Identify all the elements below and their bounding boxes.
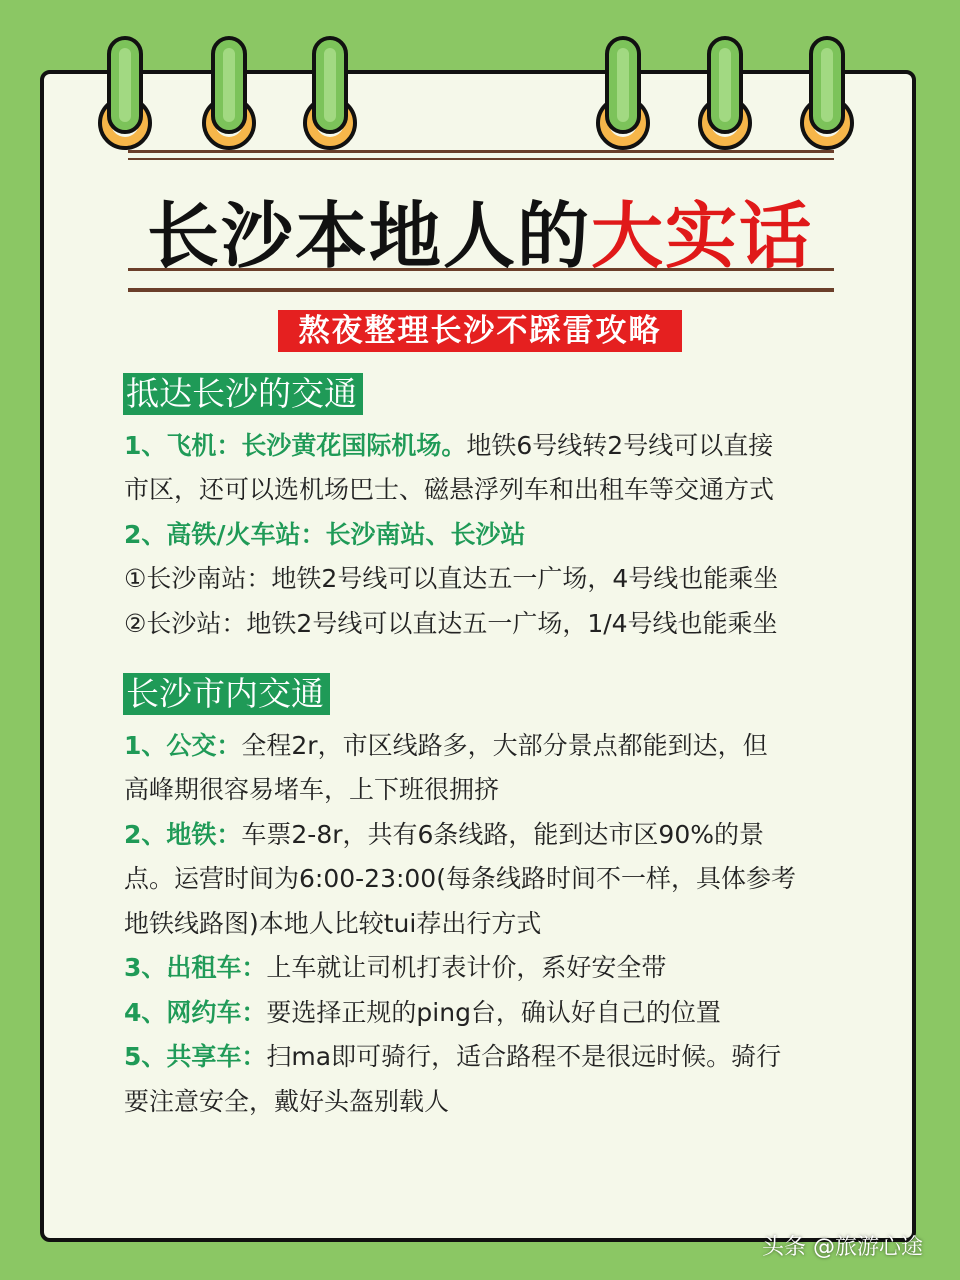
item-text-cont: 高峰期很容易堵车，上下班很拥挤	[124, 775, 500, 804]
item-label: 5、共享车：	[124, 1042, 267, 1071]
item-label: 1、公交：	[124, 731, 242, 760]
section-heading-city: 长沙市内交通	[123, 673, 330, 715]
item-text-cont: 点。运营时间为6:00-23:00(每条线路时间不一样，具体参考	[124, 864, 796, 893]
item-text: 上车就让司机打表计价，系好安全带	[266, 953, 667, 982]
binder-rings	[0, 0, 960, 160]
divider	[128, 288, 834, 292]
item-text: 车票2-8r，共有6条线路，能到达市区90%的景	[241, 820, 764, 849]
list-item	[124, 513, 526, 557]
list-item	[124, 1035, 781, 1079]
binder-ring	[211, 36, 247, 134]
item-text: 全程2r，市区线路多，大部分景点都能到达，但	[241, 731, 768, 760]
item-text-cont: 要注意安全，戴好头盔别载人	[124, 1087, 450, 1116]
item-text: 扫ma即可骑行，适合路程不是很远时候。骑行	[266, 1042, 782, 1071]
list-item	[124, 724, 768, 768]
list-item: ①长沙南站：地铁2号线可以直达五一广场，4号线也能乘坐	[124, 564, 779, 593]
divider	[128, 158, 834, 160]
subtitle-banner: 熬夜整理长沙不踩雷攻略	[278, 310, 682, 352]
binder-ring	[312, 36, 348, 134]
divider	[128, 150, 834, 153]
binder-ring	[605, 36, 641, 134]
binder-ring	[809, 36, 845, 134]
section-heading-arrival: 抵达长沙的交通	[123, 373, 363, 415]
title-highlight: 大实话	[591, 194, 814, 278]
item-text-cont: 地铁线路图)本地人比较tui荐出行方式	[124, 909, 542, 938]
item-text-cont: 市区，还可以选机场巴士、磁悬浮列车和出租车等交通方式	[124, 475, 775, 504]
watermark: 头条 @旅游心途	[762, 1235, 923, 1260]
item-label: 1、飞机：长沙黄花国际机场。	[124, 431, 467, 460]
list-item	[124, 424, 773, 468]
item-text: 地铁6号线转2号线可以直接	[466, 431, 774, 460]
item-label: 4、网约车：	[124, 998, 267, 1027]
item-label: 3、出租车：	[124, 953, 267, 982]
list-item	[124, 991, 721, 1035]
item-label: 2、高铁/火车站：长沙南站、长沙站	[124, 520, 526, 549]
list-item	[124, 813, 764, 857]
divider	[128, 268, 834, 271]
binder-ring	[107, 36, 143, 134]
list-item: ②长沙站：地铁2号线可以直达五一广场，1/4号线也能乘坐	[124, 609, 778, 638]
title-main: 长沙本地人的	[146, 194, 591, 278]
list-item	[124, 946, 666, 990]
binder-ring	[707, 36, 743, 134]
page-title	[0, 178, 960, 282]
item-label: 2、地铁：	[124, 820, 242, 849]
item-text: 要选择正规的ping台，确认好自己的位置	[266, 998, 721, 1027]
